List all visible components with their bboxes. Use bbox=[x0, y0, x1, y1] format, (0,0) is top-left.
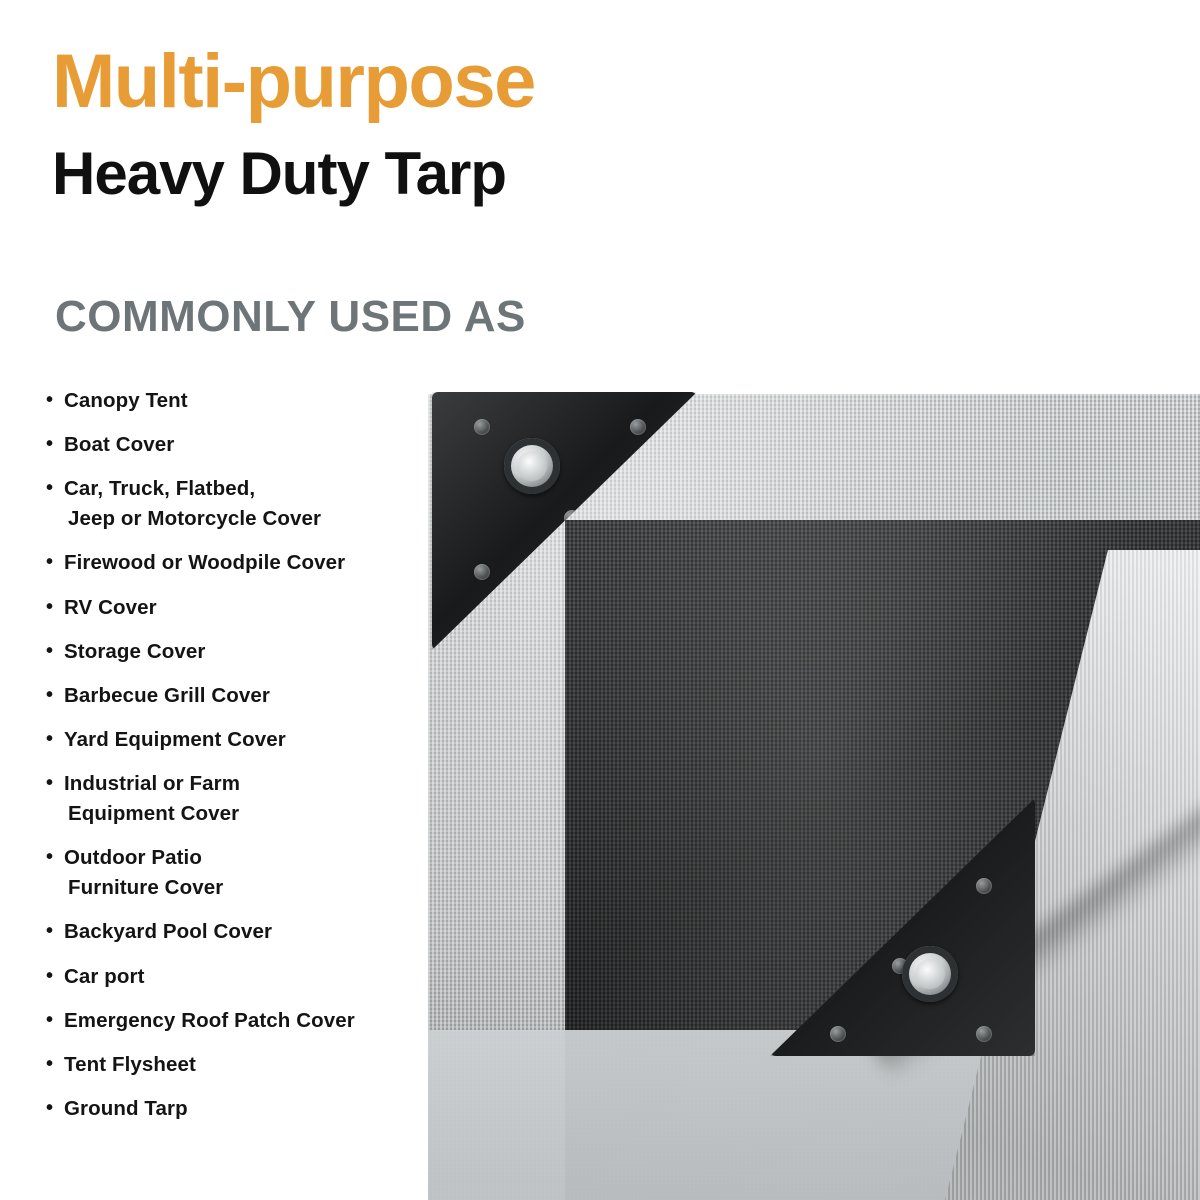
list-item-line1: Outdoor Patio bbox=[64, 846, 202, 870]
list-item-line1: Yard Equipment Cover bbox=[64, 728, 286, 752]
uses-list bbox=[46, 386, 466, 1138]
list-item-line1: Backyard Pool Cover bbox=[64, 920, 273, 944]
list-item-line1: Firewood or Woodpile Cover bbox=[64, 551, 346, 575]
rivet-icon bbox=[976, 878, 992, 894]
list-item bbox=[46, 548, 466, 578]
list-item-line1: Tent Flysheet bbox=[64, 1053, 196, 1076]
list-item bbox=[46, 681, 466, 711]
list-item-line1: Boat Cover bbox=[64, 433, 175, 457]
headline-secondary: Heavy Duty Tarp bbox=[52, 140, 507, 207]
list-item bbox=[46, 1094, 466, 1124]
list-item bbox=[46, 430, 466, 460]
list-item-line1: Emergency Roof Patch Cover bbox=[64, 1008, 355, 1032]
list-item bbox=[46, 769, 466, 828]
list-item bbox=[46, 637, 466, 667]
list-item bbox=[46, 843, 466, 902]
list-item bbox=[46, 1050, 466, 1080]
list-item-line1: Car, Truck, Flatbed, bbox=[64, 477, 256, 501]
product-photo bbox=[410, 390, 1200, 1200]
rivet-icon bbox=[976, 1026, 992, 1042]
list-item bbox=[46, 386, 466, 416]
list-item bbox=[46, 962, 466, 992]
list-item bbox=[46, 917, 466, 947]
rivet-icon bbox=[830, 1026, 846, 1042]
list-item-line2: Jeep or Motorcycle Cover bbox=[68, 507, 322, 531]
list-item-line1: RV Cover bbox=[64, 595, 157, 619]
list-item-line1: Canopy Tent bbox=[64, 389, 188, 412]
headline-block bbox=[52, 39, 812, 207]
headline-primary: Multi-purpose bbox=[52, 39, 535, 124]
list-item-line1: Car port bbox=[64, 964, 145, 988]
grommet-top-left bbox=[504, 438, 560, 494]
rivet-icon bbox=[630, 419, 646, 435]
list-item bbox=[46, 725, 466, 755]
list-item-line2: Equipment Cover bbox=[68, 802, 240, 826]
list-item-line1: Storage Cover bbox=[64, 639, 206, 663]
section-title: COMMONLY USED AS bbox=[55, 292, 526, 341]
list-item-line1: Ground Tarp bbox=[64, 1097, 188, 1121]
rivet-icon bbox=[474, 564, 490, 580]
list-item bbox=[46, 474, 466, 533]
list-item-line2: Furniture Cover bbox=[68, 876, 224, 900]
list-item bbox=[46, 1006, 466, 1036]
list-item-line1: Industrial or Farm bbox=[64, 772, 241, 796]
list-item bbox=[46, 593, 466, 623]
list-item-line1: Barbecue Grill Cover bbox=[64, 684, 270, 708]
rivet-icon bbox=[474, 419, 490, 435]
grommet-bottom-right bbox=[902, 946, 958, 1002]
